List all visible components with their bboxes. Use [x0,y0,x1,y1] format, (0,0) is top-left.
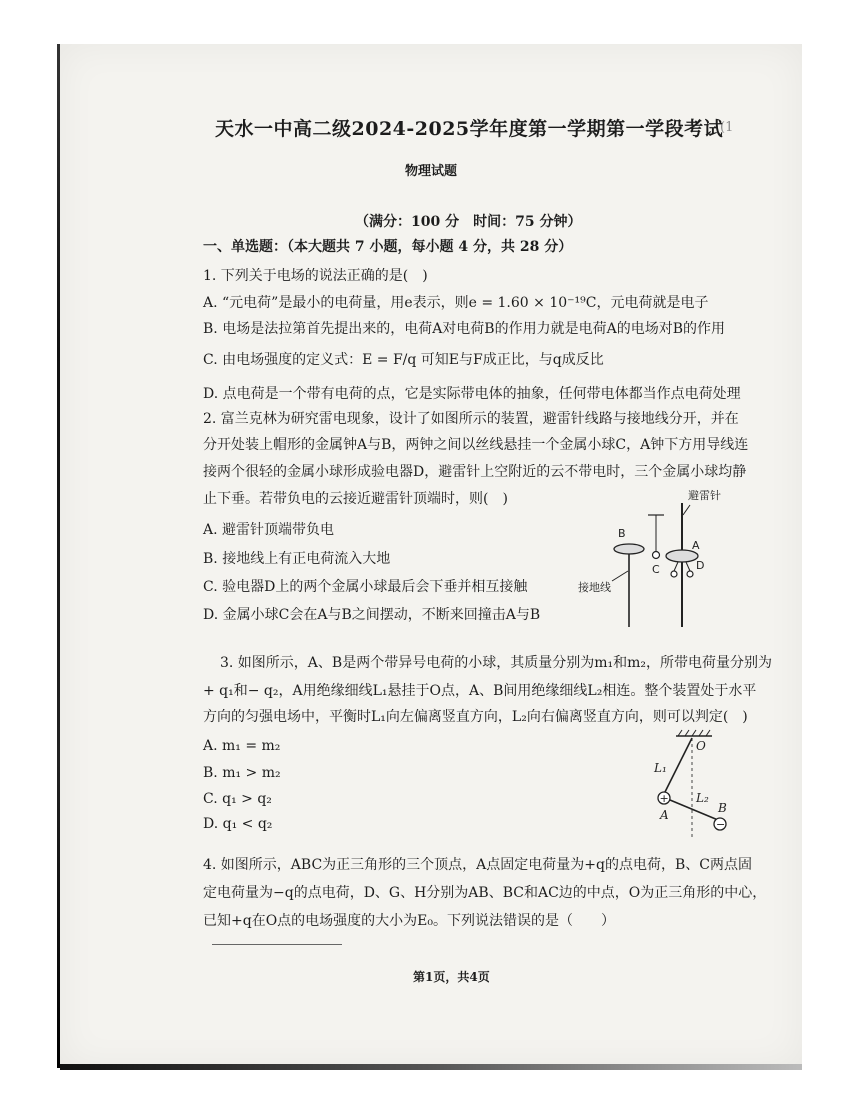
lightning-rod-figure [572,485,721,635]
bell-b-label: B [618,527,626,540]
ball-c [653,552,660,559]
point-o-label: O [696,739,706,753]
q2-option-a: A. 避雷针顶端带负电 [203,522,335,538]
verifier-ball-1 [671,571,677,577]
rod-label-leader [683,505,690,515]
q1-option-a: A. “元电荷”是最小的电荷量，用e表示，则e = 1.60 × 10⁻¹⁹C，元电荷就是电子 [203,295,709,311]
page-bottom-edge [60,1064,802,1070]
section-heading: 一、单选题：（本大题共 7 小题，每小题 4 分，共 28 分） [203,239,573,255]
q4-stem-line-3: 已知+q在O点的电场强度的大小为E₀。下列说法错误的是（ ） [203,913,616,929]
q2-stem-line-3: 接两个很轻的金属小球形成验电器D，避雷针上空附近的云不带电时，三个金属小球均静 [203,464,747,480]
q2-stem-line-4: 止下垂。若带负电的云接近避雷针顶端时，则( ) [203,491,508,507]
q4-stem-line-2: 定电荷量为−q的点电荷，D、G、H分别为AB、BC和AC边的中点，O为正三角形的中心， [203,885,767,901]
q3-stem-line-2: + q₁和− q₂，A用绝缘细线L₁悬挂于O点，A、B间用绝缘细线L₂相连。整个装置处于水平 [203,683,757,699]
l2-label: L₂ [696,791,709,805]
pendulum-figure [640,728,740,840]
q1-option-b: B. 电场是法拉第首先提出来的，电荷A对电荷B的作用力就是电荷A的电场对B的作用 [203,321,725,337]
q4-stem-line-1: 4. 如图所示，ABC为正三角形的三个顶点，A点固定电荷量为+q的点电荷，B、C两点固 [203,857,752,873]
q1-stem: 1. 下列关于电场的说法正确的是( ) [203,268,428,284]
bell-b [614,544,644,554]
rod-label: 避雷针 [688,489,721,502]
ball-a-charge: + [659,792,669,805]
verifier-ball-2 [687,571,693,577]
exam-title: 天水一中高二级2024-2025学年度第一学期第一学段考试 [215,118,724,140]
q1-option-c: C. 由电场强度的定义式：E = F/q 可知E与F成正比，与q成反比 [203,352,604,368]
q3-stem-line-3: 方向的匀强电场中，平衡时L₁向左偏离竖直方向，L₂向右偏离竖直方向，则可以判定( ) [203,709,748,725]
q2-option-d: D. 金属小球C会在A与B之间摆动，不断来回撞击A与B [203,607,541,623]
q1-option-d: D. 点电荷是一个带有电荷的点，它是实际带电体的抽象，任何带电体都当作点电荷处理 [203,386,741,402]
bell-a-label: A [692,539,700,552]
q2-stem-line-2: 分开处装上帽形的金属钟A与B，两钟之间以丝线悬挂一个金属小球C，A钟下方用导线连 [203,437,749,453]
q3-option-c: C. q₁ > q₂ [203,791,272,807]
q2-stem-line-1: 2. 富兰克林为研究雷电现象，设计了如图所示的装置，避雷针线路与接地线分开，并在 [203,411,739,427]
score-time-line: （满分：100 分 时间：75 分钟） [355,214,582,230]
q3-stem-line-1: 3. 如图所示，A、B是两个带异号电荷的小球，其质量分别为m₁和m₂，所带电荷量分别为 [220,655,772,671]
q3-option-b: B. m₁ > m₂ [203,765,281,781]
l1-label: L₁ [654,761,667,775]
bleed-through-rule [212,944,342,945]
ground-label: 接地线 [578,581,611,594]
q3-option-a: A. m₁ = m₂ [203,738,281,754]
thread-l2 [670,800,718,820]
q3-option-d: D. q₁ < q₂ [203,816,273,832]
q2-option-c: C. 验电器D上的两个金属小球最后会下垂并相互接触 [203,579,528,595]
ball-a-label: A [660,808,669,822]
q2-option-b: B. 接地线上有正电荷流入大地 [203,551,391,567]
ball-b-charge: − [716,818,726,831]
thread-l1 [664,738,692,794]
ball-b-label: B [718,801,727,815]
verifier-label: D [696,559,705,572]
exam-subtitle: 物理试题 [405,164,458,179]
ball-c-label: C [652,563,660,576]
page-footer: 第1页，共4页 [413,970,490,984]
margin-mark: (1 [720,120,734,135]
